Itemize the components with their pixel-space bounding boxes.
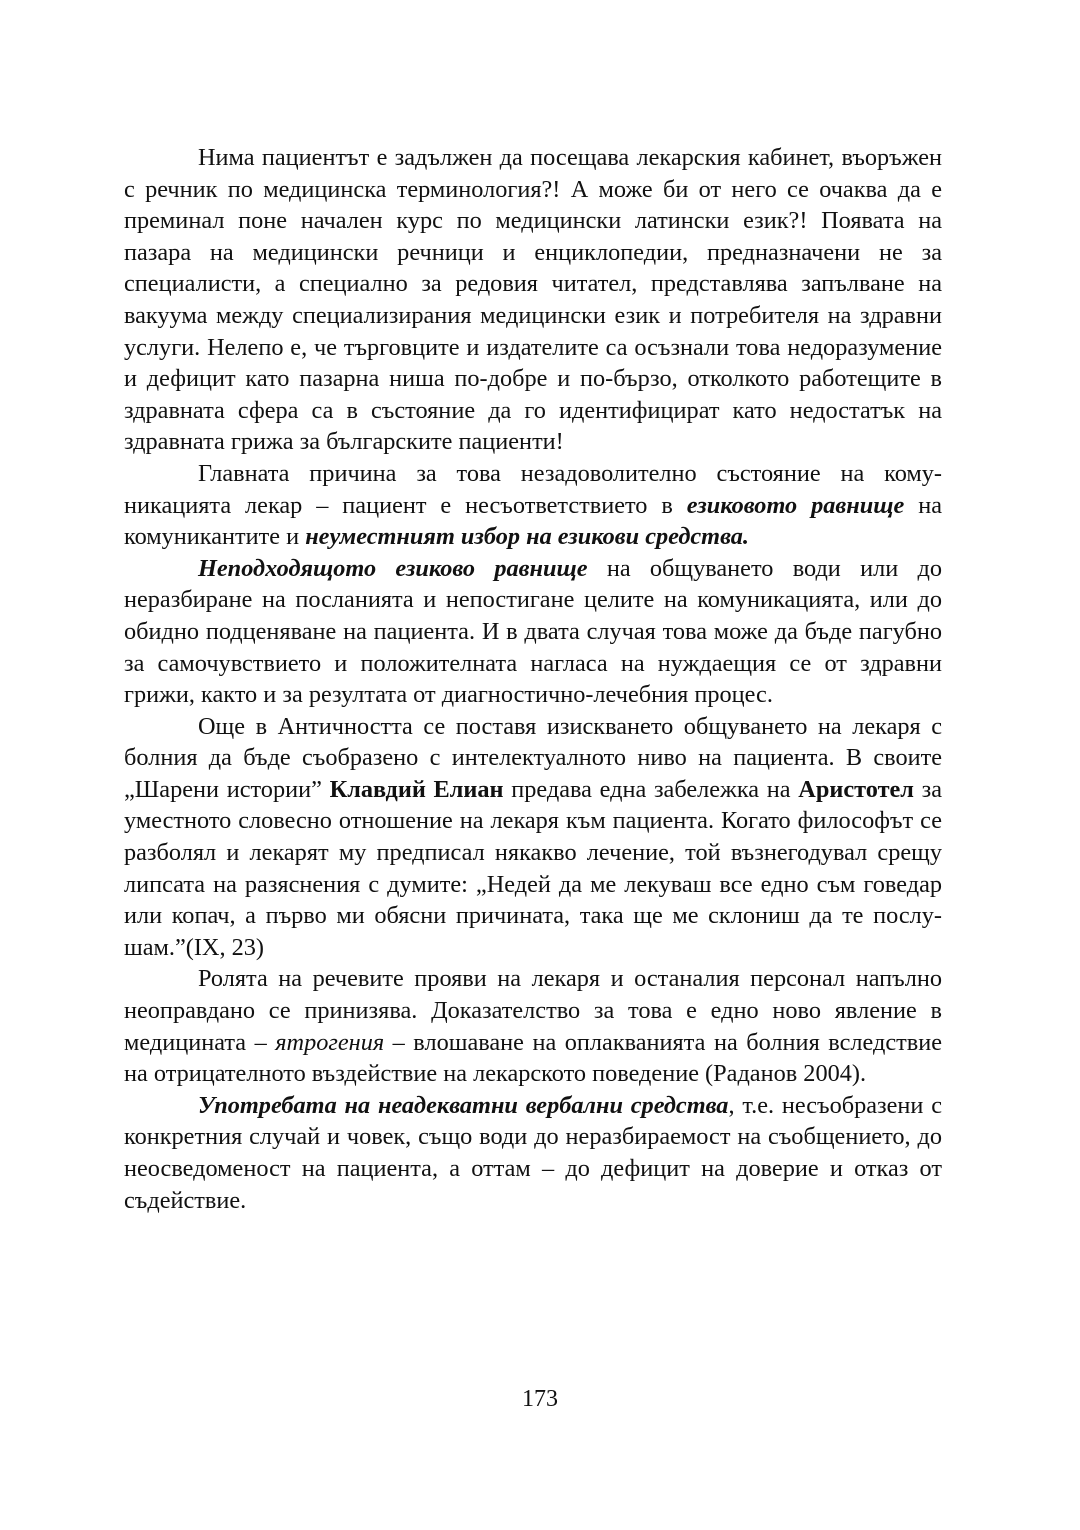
paragraph-1 [124,142,942,458]
paragraph-3-emphasis: Неподходящото езиково равнище [198,554,588,582]
paragraph-4 [124,711,942,964]
paragraph-4-name-aristotle: Аристотел [798,775,914,803]
paragraph-4-text-a: Още в Античността се поставя изискването общуването на лекаря с болния да бъде съобразено с интелектуалното ниво на пациента. В своите „Шарени истории” [124,712,942,803]
paragraph-2-text-a: Главната причина за това незадоволително състояние на комуникацията лекар – пациент е несъответствието в [124,459,942,519]
paragraph-5 [124,963,942,1089]
document-page [124,142,942,1216]
paragraph-4-name-aelian: Клавдий Елиан [329,775,504,803]
paragraph-3 [124,553,942,711]
paragraph-6 [124,1090,942,1216]
paragraph-2-text-c: на комуникантите и [124,491,943,551]
paragraph-2-emphasis-language-choice: неуместният избор на езикови средства. [305,523,749,551]
paragraph-4-text-c: предава една забележка на [503,775,799,803]
paragraph-2 [124,458,942,553]
paragraph-5-text-c: – влошаване на оплакванията на болния вследствие на отрицателното въздействие на лекарското поведение (Раданов 2004). [124,1028,942,1088]
paragraph-6-emphasis: Употребата на неадекватни вербални средства [198,1091,729,1119]
paragraph-5-text-a: Ролята на речевите прояви на лекаря и останалия персонал напълно неоправдано се принизява. Доказателство за това е едно ново явление в медицината – [124,965,942,1056]
paragraph-2-emphasis-language-level: езиковото равнище [686,491,905,519]
paragraph-5-term-iatrogeny: ятрогения [275,1028,385,1056]
paragraph-4-text-e: за уместното словесно отношение на лекаря към пациента. Когато философът се разболял и лекарят му предписал някакво лечение, той възнегодувал срещу липсата на разяснения с думите: „Недей да ме лекуваш все едно съм говедар или копач, а първо ми обясни причината, така ще ме склониш да те послушам.”(IX, 23) [124,775,943,961]
page-number: 173 [522,1386,558,1412]
paragraph-3-text: на общуването води или до неразбиране на посланията и непостигане целите на комуникацията, или до обидно подценяване на пациента. И в двата случая това може да бъде пагубно за самочувствието и положителната нагласа на нуждаещия се от здравни грижи, както и за резултата от диагностично-лечебния процес. [124,554,942,709]
paragraph-1-text: Нима пациентът е задължен да посещава лекарския кабинет, въоръжен с речник по медицинска терминология?! А може би от него се очаква да е преминал поне начален курс по медицински латински език?! Появата на пазара на медицински речници и енциклопедии, предназначени не за специалисти, а специално за редовия читател, представлява запълване на вакуума между специализирания медицински език и потребителя на здравни услуги. Нелепо е, че търговците и издателите са осъзнали това недоразумение и дефицит като пазарна ниша по-добре и по-бързо, отколкото работещите в здравната сфера са в състояние да го идентифицират като недостатък на здравната грижа за българските пациенти! [124,144,942,456]
paragraph-6-text: , т.е. несъобразени с конкретния случай и човек, също води до неразбираемост на съобщението, до неосведоменост на пациента, а оттам – до дефицит на доверие и отказ от съдействие. [124,1091,942,1214]
